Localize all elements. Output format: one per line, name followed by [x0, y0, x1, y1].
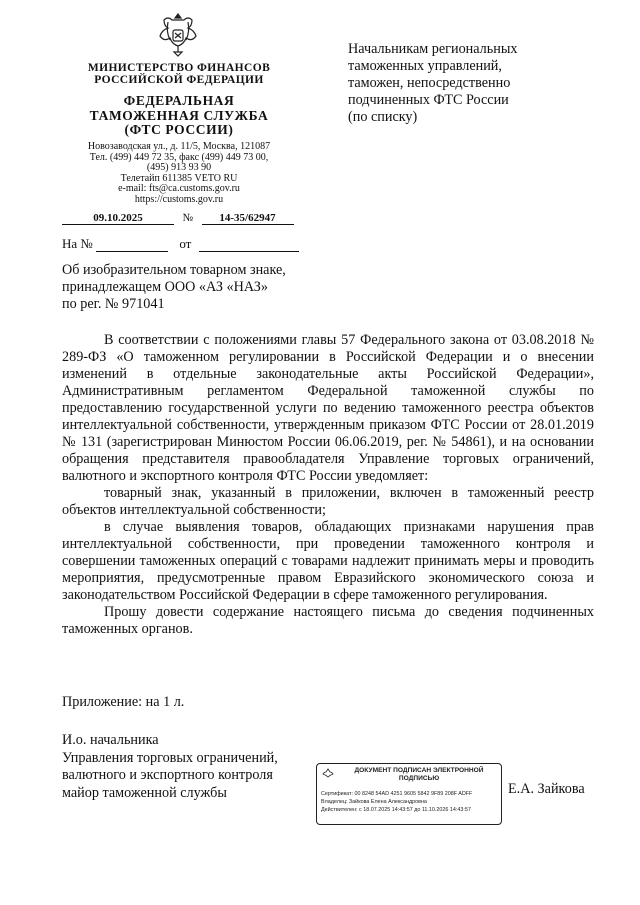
incoming-label: На № — [62, 236, 93, 251]
document-number: 14-35/62947 — [202, 212, 294, 225]
signer-line-4: майор таможенной службы — [62, 784, 227, 801]
email: e-mail: fts@ca.customs.gov.ru — [118, 183, 240, 195]
stamp-title: ДОКУМЕНТ ПОДПИСАН ЭЛЕКТРОННОЙ ПОДПИСЬЮ — [354, 767, 484, 782]
number-sign: № — [182, 212, 193, 224]
document-date: 09.10.2025 — [62, 212, 174, 225]
signer-name: Е.А. Зайкова — [508, 781, 585, 797]
addressee-line-3: таможен, непосредственно — [348, 75, 511, 91]
registration-line — [62, 212, 294, 225]
stamp-certificate: Сертификат: 00 8248 54AD 4251 9605 5842 9F89 208F ADFF — [321, 791, 473, 797]
from-date-blank — [199, 251, 299, 252]
address: Новозаводская ул., д. 11/5, Москва, 121087 — [87, 141, 271, 152]
service-name — [70, 94, 288, 138]
subject-line-3: по рег. № 971041 — [62, 296, 165, 312]
signer-line-1: И.о. начальника — [62, 732, 159, 748]
coat-of-arms-emblem — [156, 10, 200, 60]
ministry-line-2: РОССИЙСКОЙ ФЕДЕРАЦИИ — [94, 74, 264, 86]
stamp-validity: Действителен: с 18.07.2025 14:43:57 до 11.10.2026 14:43:57 — [321, 807, 471, 813]
addressee-line-5: (по списку) — [348, 109, 418, 125]
electronic-signature-stamp — [316, 763, 502, 825]
signature-seal-icon — [322, 768, 334, 778]
ministry-name — [70, 62, 288, 86]
subject-line-2: принадлежащем ООО «АЗ «НАЗ» — [62, 279, 268, 295]
body-paragraph-2: товарный знак, указанный в приложении, включен в таможенный реестр объектов интеллектуальной собственности; — [62, 485, 594, 518]
service-line-3: (ФТС РОССИИ) — [124, 122, 234, 137]
website: https://customs.gov.ru — [134, 193, 224, 205]
subject-line-1: Об изобразительном товарном знаке, — [62, 262, 286, 278]
service-line-1: ФЕДЕРАЛЬНАЯ — [123, 93, 235, 108]
addressee — [348, 41, 618, 126]
appendix-note: Приложение: на 1 л. — [62, 694, 185, 710]
phone: Тел. (499) 449 72 35, факс (499) 449 73 00, — [89, 151, 269, 163]
letter-body — [62, 332, 594, 638]
body-paragraph-3: в случае выявления товаров, обладающих признаками нарушения прав интеллектуальной собственности, при проведении таможенного контроля и совершении таможенных операций с товарами надлежит принимать меры и проводить мероприятия, предусмотренные правом Евразийского экономического союза и законодательством Российской Федерации в сфере таможенного регулирования. — [62, 519, 594, 603]
addressee-line-2: таможенных управлений, — [348, 58, 502, 74]
body-paragraph-1: В соответствии с положениями главы 57 Федерального закона от 03.08.2018 № 289-ФЗ «О таможенном регулировании в Российской Федерации и о внесении изменений в отдельные законодательные акты Российской Федерации», Административным регламентом Федеральной таможенной службы по предоставлению государственной услуги по ведению таможенного реестра объектов интеллектуальной собственности, утвержденным приказом ФТС России от 28.01.2019 № 131 (зарегистрирован Минюстом России 06.06.2019, рег. № 54861), и на основании обращения представителя правообладателя Управление торговых ограничений, валютного и экспортного контроля ФТС России уведомляет: — [62, 332, 594, 484]
incoming-number-blank — [96, 251, 168, 252]
body-paragraph-4: Прошу довести содержание настоящего письма до сведения подчиненных таможенных органов. — [62, 604, 594, 637]
ministry-line-1: МИНИСТЕРСТВО ФИНАНСОВ — [87, 62, 271, 74]
signer-line-2: Управления торговых ограничений, — [62, 749, 278, 766]
contact-block — [70, 142, 288, 206]
addressee-line-1: Начальникам региональных — [348, 41, 518, 57]
addressee-line-4: подчиненных ФТС России — [348, 92, 509, 108]
teletype: Телетайп 611385 VETO RU — [120, 172, 238, 184]
service-line-2: ТАМОЖЕННАЯ СЛУЖБА — [89, 107, 269, 123]
incoming-reference-line — [62, 236, 299, 252]
signer-position — [62, 732, 322, 802]
from-label: от — [179, 236, 192, 251]
phone-2: (495) 913 93 90 — [146, 162, 212, 174]
stamp-owner: Владелец: Зайкова Елена Александровна — [321, 799, 427, 805]
subject — [62, 262, 322, 313]
signer-line-3: валютного и экспортного контроля — [62, 767, 273, 784]
